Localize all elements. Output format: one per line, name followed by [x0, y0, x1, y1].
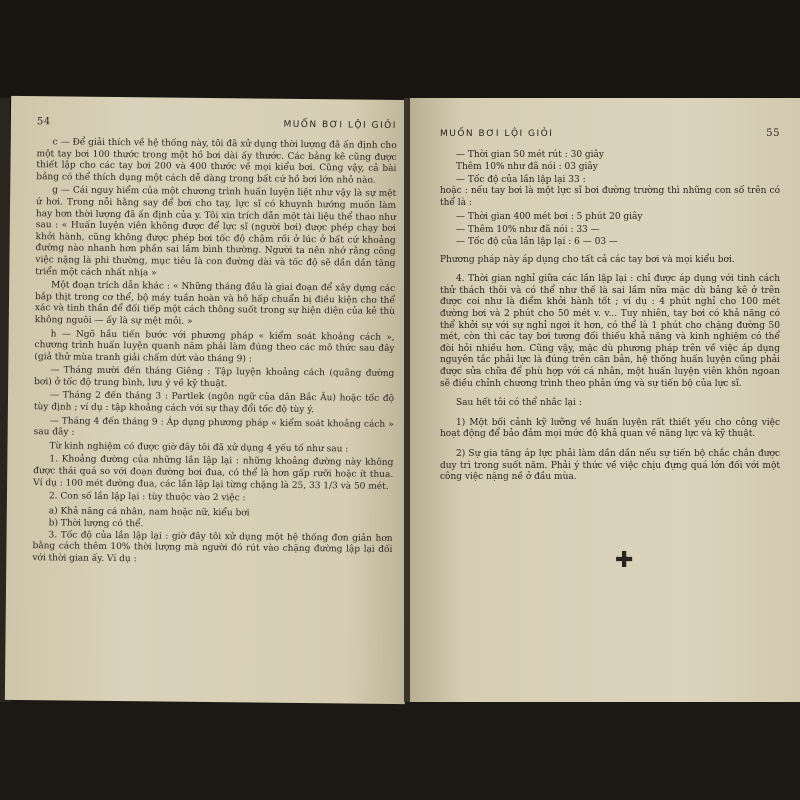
left-page [5, 96, 411, 704]
paragraph: — Tháng 4 đến tháng 9 : Áp dụng phương pháp « kiểm soát khoảng cách » sau đây : [33, 416, 394, 438]
paragraph: g — Cái nguy hiểm của một chương trình huấn luyện liệt như vậy là sự mệt ứ hơi. Trong nỗi hằng say để bơi cho tay, lực sĩ có khuynh hướng muốn làm hay hơn thời lượng đã ấn định của y. Tôi xin trích dẫn một tài liệu thể thao như sau : « Huấn luyện viên không được để lực sĩ (người bơi) được phép chạy bơi khởi hành, cũng không được phép bơi tốc độ chậm rồi ở lúc ở bất cứ khoảng đường nào nhanh hơn phần sai lầm bình thường. Người ta nên nhớ rằng công việc nặng là phi thường, mục tiêu là con đường dài và tốc độ sẽ dần dần tăng triển một cách nhất nhịa » [35, 185, 397, 278]
list-item: Thêm 10% như đã nói : 03 giây [456, 162, 598, 173]
paragraph: c — Để giải thích về hệ thống này, tôi đã xử dụng thời lượng đã ấn định cho một tay bơi 100 thước trong một hồ bơi dài ấy thước. Các bảng kê cũng được thiết lập cho các tay bơi 200 và 400 thước về mọi kiểu bơi. Cũng vậy, cả bài bảng có thể thích dụng một cách dễ dàng trong bất cứ hồ bơi lớn nhỏ nào. [36, 137, 397, 186]
paragraph: Phương pháp này áp dụng cho tất cả các tay bơi và mọi kiểu bơi. [440, 254, 735, 265]
paragraph: Một đoạn trích dẫn khác : « Những tháng đầu là giai đoạn để xây dựng các bắp thịt trong cơ thể, bộ máy tuần hoàn và hô hấp chuẩn bị điều kiện cho thể xác và tinh thần để đối tiếp một cách thông suốt trong sự hiện diện của kẻ thù không nguôi — ấy là sự mệt mỏi. » [34, 280, 396, 327]
paragraph: 2. Con số lần lập lại : tùy thuộc vào 2 việc : [48, 491, 246, 504]
paragraph: hoặc : nếu tay bơi là một lực sĩ bơi đường trường thì những con số trên có thể là : [440, 186, 780, 208]
right-page-number: 55 [766, 128, 780, 139]
list-item: b) Thời lượng có thể. [48, 518, 144, 530]
right-page-header [440, 128, 780, 139]
list-item: — Tốc độ của lần lập lại : 6 — 03 — [456, 237, 618, 248]
paragraph: 2) Sự gia tăng áp lực phải làm dần dần nếu sự tiến bộ chắc chắn được duy trì trong suốt năm. Phải ý thức về việc chịu đựng quá lớn đối với một công việc nặng nề ở đầu mùa. [440, 448, 780, 483]
background-top [0, 0, 800, 100]
paragraph: — Tháng 2 đến tháng 3 : Partlek (ngôn ngữ của dân Bắc Âu) hoặc tốc độ tùy định ; ví dụ : tập khoảng cách với sự thay đổi tốc độ tùy ý. [33, 390, 395, 416]
right-page [410, 98, 800, 702]
paragraph: Sau hết tôi có thể nhắc lại : [456, 398, 582, 409]
paragraph: 3. Tốc độ của lần lập lại : giờ đây tôi xử dụng một hệ thống đơn giản hơn bằng cách thêm 10% thời lượng mà người đó rút vào chặng đường lập lại đối với thời gian ấy. Ví dụ : [32, 529, 393, 565]
paragraph: 1. Khoảng đường của những lần lập lại : những khoảng đường này không được thái quá so với đoạn đường bơi đua, có thể là hơn gấp rưỡi hoặc ít thua. Ví dụ : 100 mét đường đua, các lần lập lại từng chặng là 25, 33 1/3 và 50 mét. [33, 454, 394, 492]
left-page-header [37, 116, 397, 131]
paragraph: h — Ngõ hầu tiến bước với phương pháp « kiểm soát khoảng cách », chương trình huấn luyện quanh năm phải làm đúng theo các mô thức sau đây (giả thử mùa tranh giải chấm dứt vào tháng 9) : [34, 328, 395, 365]
left-running-title: MUỐN BƠI LỘI GIỎI [283, 119, 397, 131]
paragraph: — Tháng mười đến tháng Giêng : Tập luyện khoảng cách (quãng đường bơi) ở tốc độ trung bình, lưu ý về kỹ thuật. [34, 365, 395, 390]
left-page-number: 54 [36, 116, 51, 128]
right-running-title: MUỐN BƠI LỘI GIỎI [440, 129, 554, 139]
paragraph: 4. Thời gian nghỉ giữa các lần lập lại : chỉ được áp dụng với tinh cách thử thách thôi và có thể như thế là sai lầm nữa mặc dù bảng kê ở trên được coi như là điểm khởi hành tốt ; ví dụ : 4 phút nghỉ cho 100 mét đường bơi và 2 phút cho 50 mét v. v... Tuy nhiên, tay bơi có khả năng có thể khởi sự với sự nghỉ ngơi ít hơn, có thể là 1 phút cho chặng đường 50 mét, còn thì các tay bơi tương đối thiếu khả năng và kinh nghiệm có thể đòi hỏi nhiều hơn. Cũng vậy, mặc dù phương pháp trên về việc áp dụng nguyên tắc phải lực là đúng trên căn bản, hệ thống huấn luyện cũng phải được sửa chữa để phù hợp với cá nhân, một huấn luyện viên khôn ngoan sẽ điều chỉnh chương trình theo phản ứng và sự tiến bộ của lực sĩ. [440, 274, 780, 389]
paragraph: 1) Một bối cảnh kỹ lưỡng về huấn luyện rất thiết yếu cho công việc hoạt động để bảo đảm mọi mức độ khả quan về năng lực và kỹ thuật. [440, 417, 780, 440]
list-item: — Tốc độ của lần lập lại 33 : [456, 174, 586, 185]
list-item: a) Khả năng cá nhân, nam hoặc nữ, kiểu bơi [48, 506, 250, 519]
background-bottom [0, 700, 800, 800]
list-item: — Thêm 10% như đã nói : 33 — [456, 224, 600, 235]
list-item: — Thời gian 400 mét bơi : 5 phút 20 giây [456, 212, 643, 223]
paragraph: Từ kinh nghiệm có được giờ đây tôi đã xử dụng 4 yếu tố như sau : [49, 441, 349, 455]
ornament-cross-icon: ✚ [615, 548, 634, 573]
list-item: — Thời gian 50 mét rút : 30 giây [456, 150, 605, 160]
